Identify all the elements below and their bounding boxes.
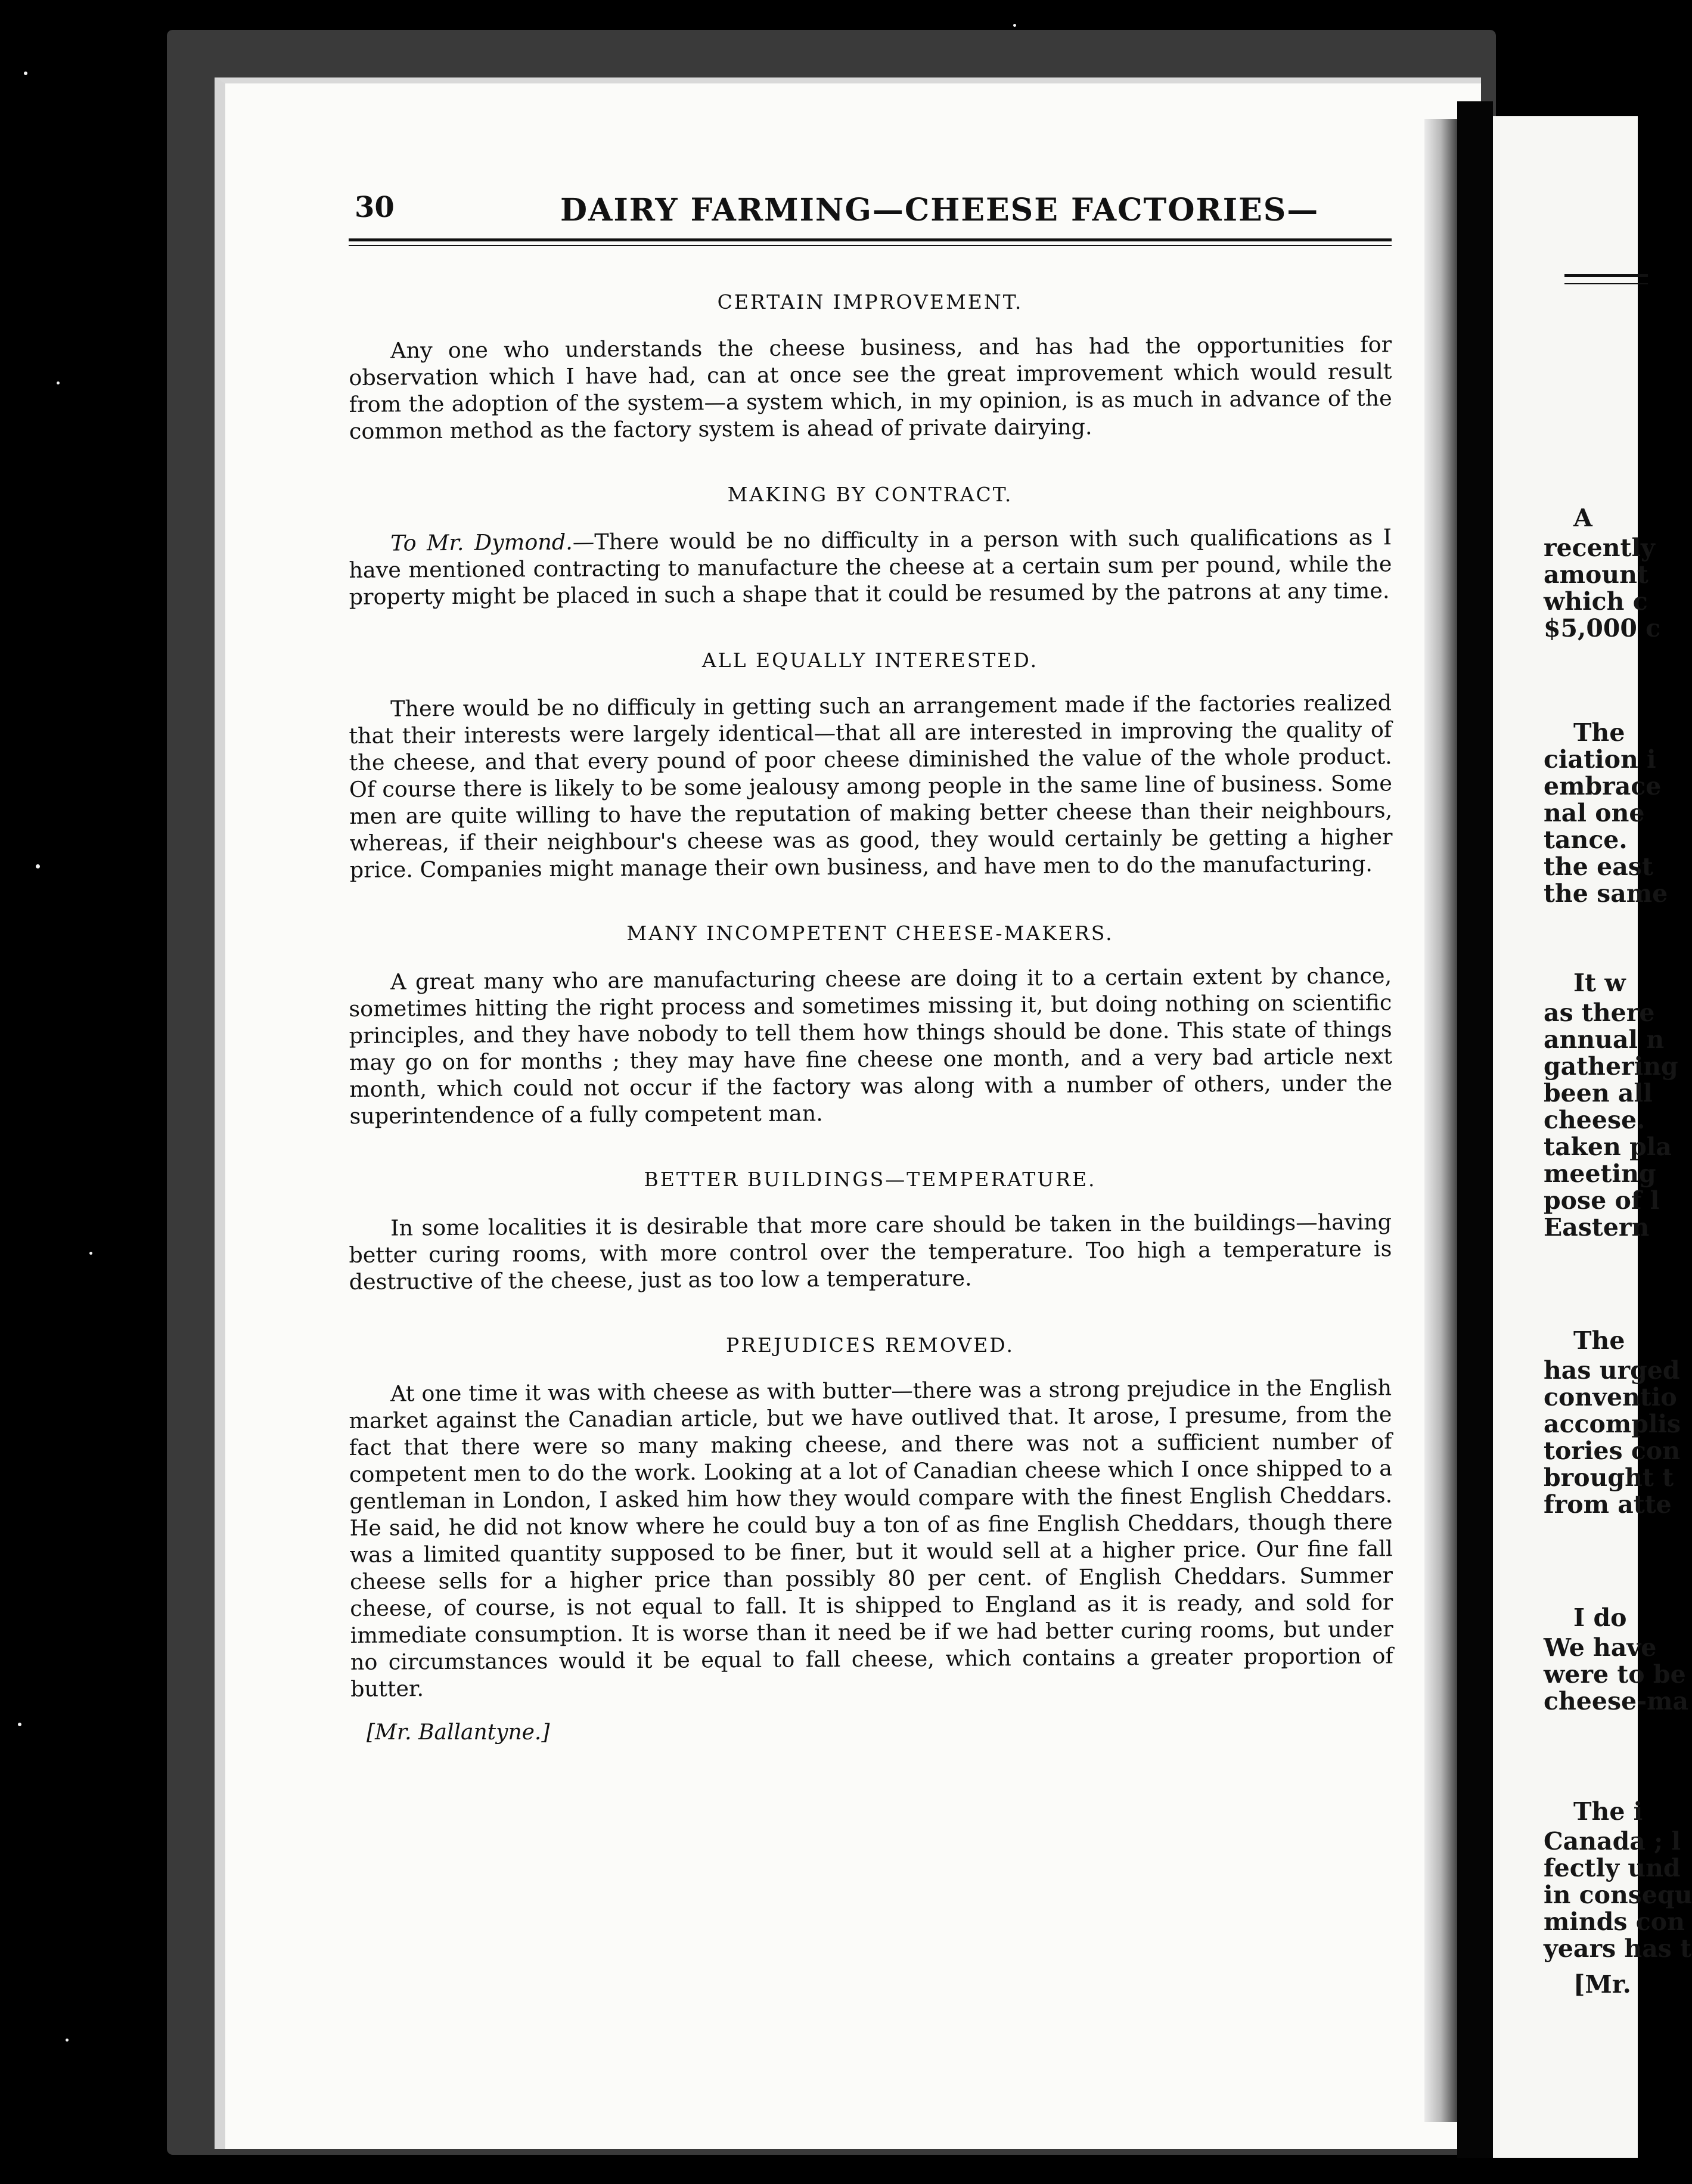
section-heading: PREJUDICES REMOVED. — [725, 1333, 1014, 1357]
running-head — [349, 185, 1392, 232]
facing-page-line: annual n — [1544, 1025, 1665, 1054]
facing-page — [1493, 116, 1692, 2158]
facing-page-line: brought t — [1544, 1463, 1674, 1492]
section-paragraph: In some localities it is desirable that more care should be taken in the buildings—having better curing rooms, with more control over the temperature. Too high a temperature is destructive of the cheese, just as too low a temperature. — [349, 1209, 1392, 1295]
facing-page-line: It w — [1573, 969, 1626, 997]
facing-page-line: amount — [1544, 560, 1648, 589]
facing-page-line: I do — [1573, 1603, 1627, 1632]
header-rule — [349, 238, 1392, 241]
facing-page-line: ciation i — [1544, 745, 1656, 774]
facing-page-line: which c — [1544, 587, 1648, 616]
scan-speck — [1013, 24, 1016, 27]
facing-page-line: [Mr. — [1573, 1970, 1631, 1999]
facing-page-line: $5,000 c — [1544, 614, 1661, 643]
facing-page-line: nal one — [1544, 799, 1645, 827]
scan-speck — [18, 1723, 21, 1726]
facing-page-line: has urged — [1544, 1356, 1680, 1385]
facing-page-line: cheese-ma — [1544, 1687, 1689, 1715]
scan-speck — [36, 864, 40, 868]
facing-page-line: recently — [1544, 533, 1655, 562]
facing-page-line: taken pla — [1544, 1133, 1672, 1161]
header-rule — [349, 245, 1392, 246]
page-edge — [1424, 119, 1457, 2122]
facing-page-line: Eastern — [1544, 1213, 1650, 1242]
section-paragraph — [349, 523, 1392, 610]
page-number: 30 — [355, 191, 395, 224]
section-certain-improvement — [349, 290, 1392, 445]
scan-speck — [57, 381, 60, 384]
facing-page-line: gathering — [1544, 1052, 1678, 1081]
facing-page-line: been all — [1544, 1079, 1653, 1107]
section-heading: MANY INCOMPETENT CHEESE-MAKERS. — [626, 922, 1114, 945]
facing-page-line: Canada ; l — [1544, 1827, 1681, 1856]
section-paragraph: There would be no difficuly in getting such an arrangement made if the factories realized that their interests were largely identical—that all are interested in improving the quality of the cheese, and that every pound of poor cheese diminished the value of the whole product. Of course there is likely to be some jealousy among people in the same line of business. Some men are quite willing to have the reputation of making better cheese than their neighbours, whereas, if their neighbour's cheese was as good, they would certainly be getting a higher price. Companies might manage their own business, and have men to do the manufacturing. — [349, 690, 1393, 883]
book-gutter — [1457, 101, 1493, 2158]
facing-page-line: from atte — [1544, 1490, 1672, 1519]
facing-page-line: minds con — [1544, 1907, 1685, 1936]
section-paragraph: At one time it was with cheese as with butter—there was a strong prejudice in the English market against the Canadian article, but we have outlived that. It arose, I presume, from the fact that there were so many making cheese, and there was not a sufficient number of competent men to do the work. Looking at a lot of Canadian cheese which I once shipped to a gentleman in London, I asked him how they would compare with the finest English Cheddars. He said, he did not know where he could buy a ton of as fine English Cheddars, though there was a limited quantity supposed to be finer, but it would sell at a higher price. Our fine fall cheese sells for a higher price than possibly 80 per cent. of English Cheddars. Summer cheese, of course, is not equal to fall. It is shipped to England as it is ready, and sold for immediate consumption. It is worse than it need be if we had better curing rooms, but under no circumstances would it be equal to fall cheese, which contains a greater proportion of butter. — [349, 1375, 1393, 1702]
facing-page-line: years has t — [1544, 1934, 1692, 1963]
section-heading: CERTAIN IMPROVEMENT. — [717, 290, 1023, 314]
facing-page-line: the east — [1544, 852, 1653, 881]
facing-page-line: in consequ — [1544, 1881, 1692, 1909]
scan-speck — [24, 72, 27, 75]
facing-page-line: A — [1573, 504, 1592, 532]
scan-speck — [89, 1252, 92, 1255]
facing-page-line: tance. — [1544, 826, 1628, 854]
section-heading: ALL EQUALLY INTERESTED. — [701, 649, 1039, 672]
running-title: DAIRY FARMING—CHEESE FACTORIES— — [560, 192, 1320, 228]
facing-page-rule — [1564, 274, 1648, 277]
page-content — [349, 185, 1392, 1745]
section-better-buildings-temperature — [349, 1168, 1392, 1295]
section-prejudices-removed — [349, 1333, 1392, 1702]
section-heading: MAKING BY CONTRACT. — [727, 483, 1013, 506]
facing-page-line: embrace — [1544, 772, 1662, 801]
facing-page-line: tories con — [1544, 1437, 1681, 1465]
facing-page-line: meeting — [1544, 1159, 1656, 1188]
section-all-equally-interested — [349, 649, 1392, 883]
facing-page-line: pose of l — [1544, 1186, 1660, 1215]
paragraph-lead: To Mr. Dymond. — [390, 529, 573, 556]
section-paragraph: A great many who are manufacturing cheese are doing it to a certain extent by chance, sometimes hitting the right process and sometimes missing it, but doing nothing on scientific principles, and they have nobody to tell them how things should be done. This state of things may go on for months ; they may have fine cheese one month, and a very bad article next month, which could not occur if the factory was along with a number of others, under the superintendence of a fully competent man. — [349, 963, 1393, 1129]
paragraph-body: —There would be no difficulty in a person with such qualifications as I have mentioned contracting to manufacture the cheese at a certain sum per pound, while the property might be placed in such a shape that it could be resumed by the patrons at any time. — [349, 524, 1392, 610]
facing-page-rule — [1564, 283, 1648, 284]
facing-page-line: fectly und — [1544, 1854, 1681, 1882]
facing-page-line: accomplis — [1544, 1410, 1681, 1438]
section-making-by-contract — [349, 483, 1392, 610]
facing-page-line: as there — [1544, 998, 1655, 1027]
facing-page-line: The — [1573, 1326, 1625, 1355]
scan-speck — [66, 2039, 69, 2042]
facing-page-line: The i — [1573, 1797, 1643, 1826]
facing-page-line: cheese. — [1544, 1106, 1646, 1134]
facing-page-line: The — [1573, 718, 1625, 747]
facing-page-line: the same — [1544, 879, 1668, 908]
facing-page-line: were to be — [1544, 1660, 1686, 1689]
section-heading: BETTER BUILDINGS—TEMPERATURE. — [644, 1168, 1097, 1191]
facing-page-line: conventio — [1544, 1383, 1677, 1411]
facing-page-line: We have — [1544, 1633, 1657, 1662]
signature: [Mr. Ballantyne.] — [367, 1720, 550, 1745]
section-paragraph: Any one who understands the cheese business, and has had the opportunities for observation which I have had, can at once see the great improvement which would result from the adoption of the system—a system which, in my opinion, is as much in advance of the common method as the factory system is ahead of private dairying. — [349, 331, 1392, 444]
section-many-incompetent-cheese-makers — [349, 922, 1392, 1130]
